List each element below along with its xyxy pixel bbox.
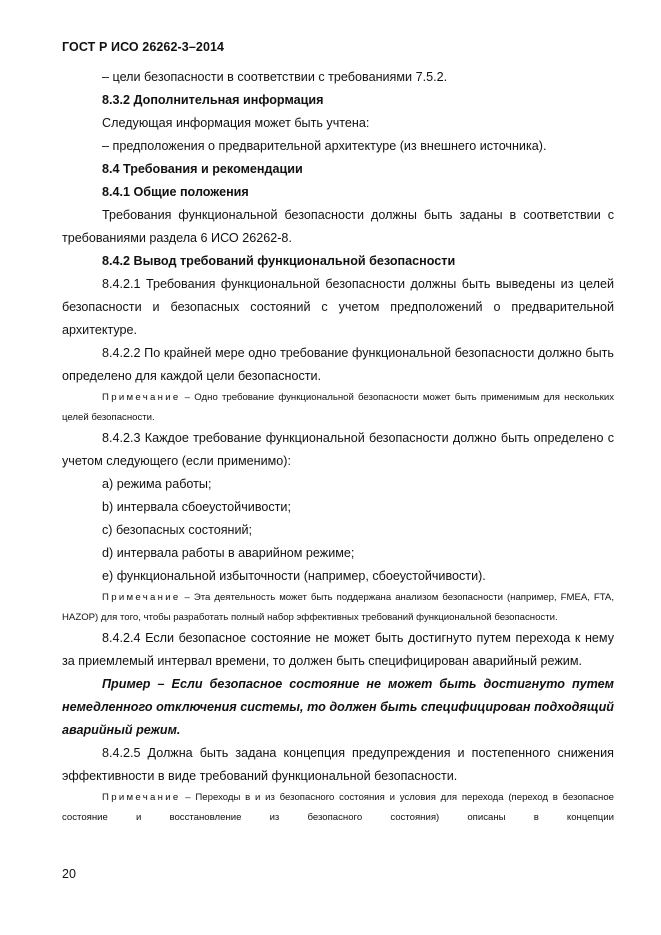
document-body	[62, 66, 614, 827]
paragraph: Требования функциональной безопасности должны быть заданы в соответствии с требованиями раздела 6 ИСО 26262-8.	[62, 208, 614, 245]
paragraph: 8.4.2.1 Требования функциональной безопасности должны быть выведены из целей безопасности и безопасных состояний с учетом предположений о предварительной архитектуре.	[62, 277, 614, 337]
example: Пример – Если безопасное состояние не может быть достигнуто путем немедленного отключения системы, то должен быть специфицирован подходящий аварийный режим.	[62, 677, 614, 737]
note-text: – Эта деятельность может быть поддержана анализом безопасности (например, FMEA, FTA, HAZOP) для того, чтобы разработать полный набор эффективных требований функциональной безопасности.	[62, 592, 614, 623]
section-heading: 8.3.2 Дополнительная информация	[102, 93, 324, 107]
note-label: Примечание	[102, 392, 181, 403]
list-item: c) безопасных состояний;	[102, 523, 253, 537]
list-item: b) интервала сбоеустойчивости;	[102, 500, 291, 514]
page-number: 20	[62, 867, 76, 881]
section-heading: 8.4.2 Вывод требований функциональной безопасности	[102, 254, 456, 268]
list-item: – предположения о предварительной архитектуре (из внешнего источника).	[102, 139, 547, 153]
note-label: Примечание	[102, 792, 181, 803]
paragraph: 8.4.2.5 Должна быть задана концепция предупреждения и постепенного снижения эффективности в виде требований функциональной безопасности.	[62, 746, 614, 783]
document-header: ГОСТ Р ИСО 26262-3–2014	[62, 40, 225, 54]
paragraph: 8.4.2.4 Если безопасное состояние не может быть достигнуто путем перехода к нему за приемлемый интервал времени, то должен быть специфицирован аварийный режим.	[62, 631, 614, 668]
list-item: – цели безопасности в соответствии с требованиями 7.5.2.	[102, 70, 448, 84]
note	[62, 588, 614, 627]
paragraph: Следующая информация может быть учтена:	[102, 116, 370, 130]
note-text: – Переходы в и из безопасного состояния и условия для перехода (переход в безопасное состояние и восстановление из безопасного состояния) описаны в концепции	[62, 792, 614, 823]
list-item: а) режима работы;	[102, 477, 212, 491]
note-label: Примечание	[102, 592, 181, 603]
list-item: d) интервала работы в аварийном режиме;	[102, 546, 355, 560]
paragraph: 8.4.2.3 Каждое требование функциональной безопасности должно быть определено с учетом следующего (если применимо):	[62, 431, 614, 468]
list-item: e) функциональной избыточности (например, сбоеустойчивости).	[102, 569, 486, 583]
section-heading: 8.4.1 Общие положения	[102, 185, 249, 199]
note	[62, 388, 614, 427]
paragraph: 8.4.2.2 По крайней мере одно требование функциональной безопасности должно быть определено для каждой цели безопасности.	[62, 346, 614, 383]
note	[62, 788, 614, 827]
section-heading: 8.4 Требования и рекомендации	[102, 162, 303, 176]
note-text: – Одно требование функциональной безопасности может быть применимым для нескольких целей безопасности.	[62, 392, 614, 423]
